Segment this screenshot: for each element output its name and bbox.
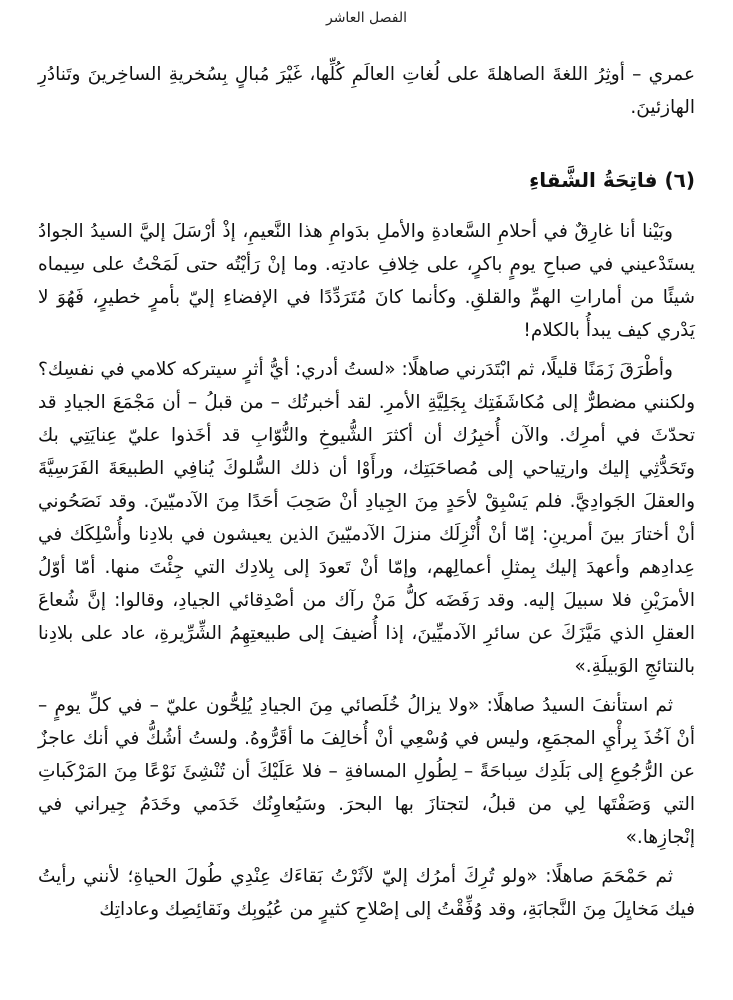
section-heading: (٦) فاتِحَةُ الشَّقاءِ	[529, 168, 695, 192]
paragraph: وبَيْنا أنا غارِقٌ في أحلامِ السَّعادةِ والأملِ بدَوامِ هذا النَّعيمِ، إذْ أرْسَلَ إليَّ السيدُ الجوادُ يستَدْعيني في صباحِ يومٍ باكرٍ، على خِلافِ عادتِه. وما إنْ رَأيْتُه حتى لَمَحْتُ على سِيماه شيئًا من أماراتِ الهمِّ والقلقِ. وكأنما كانَ مُتَرَدِّدًا في الإفضاءِ إليّ بأمرٍ خطيرٍ، فَهُوَ لا يَدْري كيف يبدأُ بالكلام!	[38, 221, 695, 341]
paragraph-continuation: عمري – أوثِرُ اللغةَ الصاهلةَ على لُغاتِ العالَمِ كُلِّها، غَيْرَ مُبالٍ بِسُخريةِ الساخِرينَ وتَنادُرِ الهازئينَ.	[38, 64, 695, 118]
paragraph: وأطْرَقَ زَمَنًا قليلًا، ثم ابْتَدَرني صاهلًا: «لستُ أدري: أيُّ أثرٍ سيتركه كلامي في نفسِك؟ ولكنني مضطرٌّ إلى مُكاشَفَتِك بِجَلِيَّةِ الأمرِ. لقد أخبرتُك – من قبلُ – أن مَجْمَعَ الجيادِ قد تحدّثَ في أمرِك. والآن أُخبِرُك أن أكثرَ الشُّيوخِ والنُّوّابِ قد أخَذوا عليّ عِنايَتِي بك وتَحَدُّثِي إليك وارتِياحي إلى مُصاحَبَتِك، ورأَوْا أن ذلك السُّلوكَ يُنافِي الطبيعَةَ الفَرَسِيَّةَ والعقلَ الجَوادِيَّ. فلم يَسْبِقْ لأحَدٍ مِنَ الجِيادِ أنْ صَحِبَ أحَدًا مِنَ الآدميّينَ. وقد نَصَحُوني أنْ أختارَ بينَ أمرينِ: إمّا أنْ أُنْزِلَك منزلَ الآدميّينَ الذين يعيشون في بلادِنا وأُسْلِكَك في عِدادِهم وأعهدَ إليك بِمثلِ أعمالِهم، وإمّا أنْ تَعودَ إلى بِلادِك التي جِئْتَ منها. أمّا أوّلُ الأمرَيْنِ فلا سبيلَ إليه. وقد رَفَضَه كلُّ مَنْ رآك من أصْدِقائي الجيادِ، وقالوا: إنَّ شُعاعَ العقلِ الذي مَيَّزَكَ عن سائرِ الآدميِّينَ، إذا أُضيفَ إلى طبيعتِهِمُ الشِّرِّيرةِ، عاد على بلادِنا بالنتائجِ الوَبيلَةِ.»	[38, 359, 695, 677]
running-header: الفصل العاشر	[325, 10, 408, 26]
paragraph: ثم استأنفَ السيدُ صاهلًا: «ولا يزالُ خُلَصائي مِنَ الجيادِ يُلِحُّون عليّ – في كلِّ يومٍ – أنْ آخُذَ بِرأْيِ المجمَعِ، وليس في وُسْعِي أنْ أُخالِفَ ما أقَرُّوهُ. ولستُ أشُكُّ في أنك عاجزٌ عن الرُّجُوعِ إلى بَلَدِك سِباحَةً – لِطُولِ المسافةِ – فلا عَلَيْكَ أن تُنْشِئَ نَوْعًا مِنَ المَرْكَباتِ التي وَصَفْتَها لِي من قبلُ، لتجتازَ بها البحرَ. وسَيُعاوِنُك خَدَمي وخَدَمُ جِيراني في إنْجازِها.»	[38, 695, 695, 848]
paragraph: ثم حَمْحَمَ صاهلًا: «ولو تُرِكَ أمرُك إليّ لآثَرْتُ بَقاءَك عِنْدِي طُولَ الحياةِ؛ لأنني رأيتُ فيك مَخايِلَ مِنَ النَّجابَةِ، وقد وُفِّقْتُ إلى إصْلاحِ كثيرٍ من عُيُوبِك ونَقائِصِك وعاداتِك	[38, 866, 695, 920]
page-body	[38, 58, 695, 926]
